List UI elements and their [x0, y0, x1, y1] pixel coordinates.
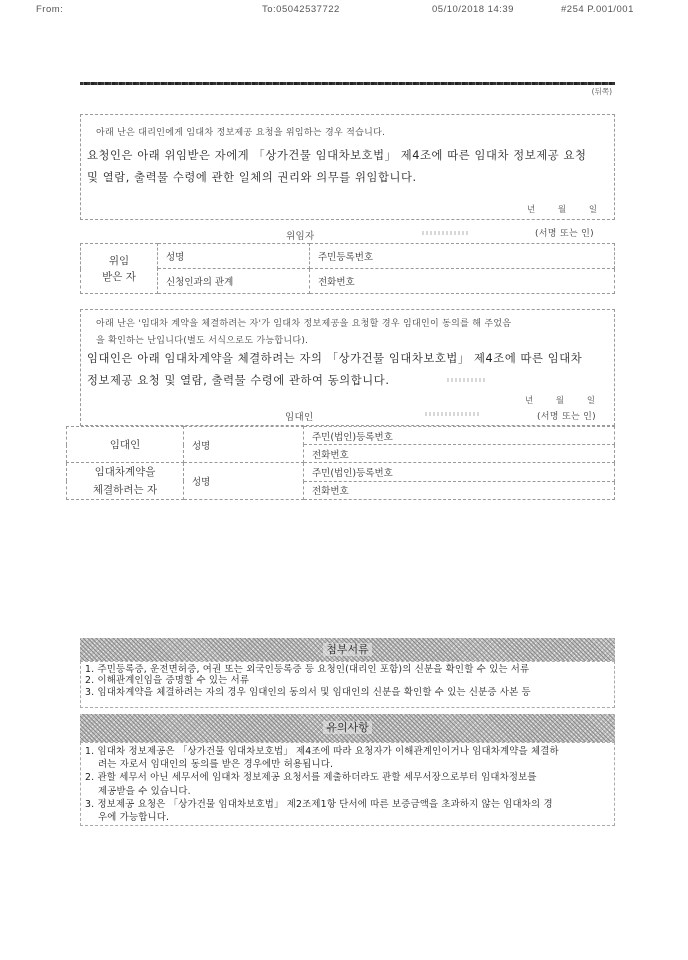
consent-note-line2: 을 확인하는 난입니다(별도 서식으로도 가능합니다). — [96, 336, 309, 346]
delegate-relation-cell[interactable]: 신청인과의 관계 — [158, 269, 310, 294]
delegator-signature-mark — [422, 231, 470, 235]
tenant-name-cell[interactable]: 성명 — [184, 463, 304, 500]
attachment-item: 3. 임대차계약을 체결하려는 자의 경우 임대인의 동의서 및 임대인의 신분을 확인할 수 있는 신분증 사본 등 — [85, 686, 531, 698]
top-rule — [80, 82, 615, 85]
delegate-table — [80, 243, 615, 294]
attachments-header — [80, 638, 615, 661]
delegate-header-line1: 위임 — [108, 254, 130, 267]
tenant-header-line2: 체결하려는 자 — [92, 484, 158, 496]
tenant-id-cell[interactable]: 주민(법인)등록번호 — [304, 463, 615, 482]
lessor-id-cell[interactable]: 주민(법인)등록번호 — [304, 427, 615, 445]
delegate-row-header — [81, 244, 158, 294]
tenant-phone-cell[interactable]: 전화번호 — [304, 481, 615, 500]
lessor-label: 임대인 — [285, 412, 314, 423]
lessor-name-cell[interactable]: 성명 — [184, 427, 304, 463]
back-side-label: (뒤쪽) — [591, 87, 612, 96]
notes-header — [80, 714, 615, 742]
delegate-id-cell[interactable]: 주민등록번호 — [310, 244, 615, 269]
notes-title: 유의사항 — [323, 721, 372, 734]
note-item-line: 우에 가능합니다. — [98, 812, 170, 824]
notes-list — [80, 742, 615, 826]
lessor-signature-mark — [425, 412, 481, 416]
consent-date-label: 년 월 일 — [525, 396, 599, 406]
consent-mark — [447, 378, 487, 382]
tenant-header-line1: 임대차계약을 — [94, 466, 156, 478]
attachment-item: 1. 주민등록증, 운전면허증, 여권 또는 외국인등록증 등 요청인(대리인 포함)의 신분을 확인할 수 있는 서류 — [85, 664, 530, 675]
tenant-row-header — [67, 463, 184, 500]
attachments-title: 첨부서류 — [323, 643, 372, 656]
lessor-phone-cell[interactable]: 전화번호 — [304, 445, 615, 463]
delegation-statement-line2: 및 열람, 출력물 수령에 관한 일체의 권리와 의무를 위임합니다. — [87, 171, 417, 184]
lessor-row-header: 임대인 — [67, 427, 184, 463]
delegate-phone-cell[interactable]: 전화번호 — [310, 269, 615, 294]
consent-statement-line1: 임대인은 아래 임대차계약을 체결하려는 자의 「상가건물 임대차보호법」 제4조에 따른 임대차 — [87, 352, 583, 365]
fax-datetime: 05/10/2018 14:39 — [432, 4, 514, 15]
consent-table — [66, 426, 615, 500]
consent-note-line1: 아래 난은 '임대차 계약을 체결하려는 자'가 임대차 정보제공을 요청할 경우 임대인이 동의를 해 주었음 — [96, 319, 512, 329]
consent-statement-line2: 정보제공 요청 및 열람, 출력물 수령에 관하여 동의합니다. — [87, 374, 390, 387]
delegate-header-line2: 받은 자 — [102, 270, 136, 283]
delegate-name-cell[interactable]: 성명 — [158, 244, 310, 269]
fax-header — [0, 4, 688, 18]
attachment-item: 2. 이해관계인임을 증명할 수 있는 서류 — [85, 675, 250, 687]
delegator-sign-label: (서명 또는 인) — [535, 229, 594, 239]
note-item-line: 려는 자로서 임대인의 동의를 받은 경우에만 허용됩니다. — [98, 759, 334, 771]
lessor-sign-label: (서명 또는 인) — [537, 412, 596, 422]
delegator-label: 위임자 — [286, 231, 315, 242]
note-item-line: 1. 임대차 정보제공은 「상가건물 임대차보호법」 제4조에 따라 요청자가 이해관계인이거나 임대차계약을 체결하 — [85, 746, 559, 757]
attachments-list — [80, 661, 615, 708]
delegation-statement-line1: 요청인은 아래 위임받은 자에게 「상가건물 임대차보호법」 제4조에 따른 임대차 정보제공 요청 — [87, 149, 587, 162]
note-item-line: 2. 관할 세무서 아닌 세무서에 임대차 정보제공 요청서를 제출하더라도 관할 세무서장으로부터 임대차정보를 — [85, 772, 537, 784]
fax-to: To:05042537722 — [262, 4, 340, 15]
note-item-line: 3. 정보제공 요청은 「상가건물 임대차보호법」 제2조제1항 단서에 따른 보증금액을 초과하지 않는 임대차의 경 — [85, 798, 553, 810]
fax-from: From: — [36, 4, 64, 15]
delegation-date-label: 년 월 일 — [527, 205, 601, 215]
delegation-note: 아래 난은 대리인에게 임대차 정보제공 요청을 위임하는 경우 적습니다. — [96, 128, 386, 138]
note-item-line: 제공받을 수 있습니다. — [98, 785, 191, 797]
fax-page: #254 P.001/001 — [561, 4, 634, 15]
